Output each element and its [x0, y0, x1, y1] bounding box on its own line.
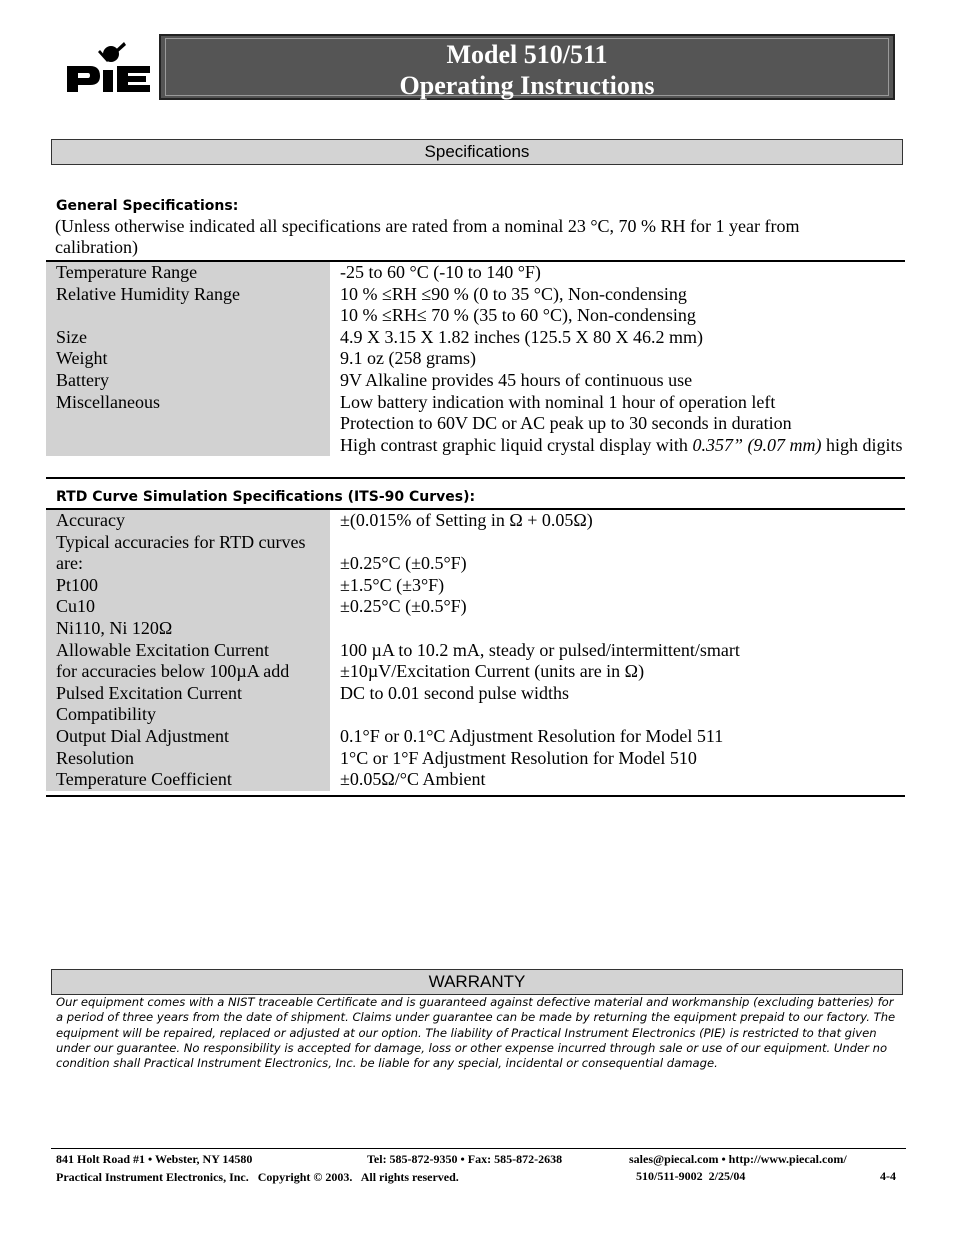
footer-company: Practical Instrument Electronics, Inc. Copyright © 2003. All rights reserved. [56, 1170, 459, 1184]
table-row: Relative Humidity Range 10 % ≤RH ≤90 % (0 to 35 °C), Non-condensing [46, 284, 905, 306]
title-line-2: Operating Instructions [399, 71, 655, 100]
table-row: Size 4.9 X 3.15 X 1.82 inches (125.5 X 80 X 46.2 mm) [46, 327, 905, 349]
pie-logo [64, 42, 154, 94]
table-row: Battery 9V Alkaline provides 45 hours of continuous use [46, 370, 905, 392]
rtd-table-bottom-rule [46, 795, 905, 797]
logo-letter-i [103, 70, 113, 92]
table-row: for accuracies below 100µA add ±10µV/Excitation Current (units are in Ω) [46, 661, 905, 683]
footer-address: 841 Holt Road #1 • Webster, NY 14580 [56, 1152, 253, 1166]
footer-doc-id: 510/511-9002 2/25/04 [636, 1169, 746, 1183]
general-specifications-note: (Unless otherwise indicated all specifications are rated from a nominal 23 °C, 70 % RH for 1 year from calibration) [55, 216, 800, 257]
table-row: Protection to 60V DC or AC peak up to 30 seconds in duration [46, 413, 905, 435]
rtd-specifications-table [46, 510, 905, 791]
specifications-section-bar: Specifications [51, 139, 903, 165]
table-row: Output Dial Adjustment 0.1°F or 0.1°C Adjustment Resolution for Model 511 [46, 726, 905, 748]
rtd-specifications-heading: RTD Curve Simulation Specifications (ITS-90 Curves): [56, 489, 476, 505]
general-specifications-table [46, 262, 905, 456]
general-specifications-heading: General Specifications: [56, 198, 239, 214]
table-row [46, 435, 905, 457]
warranty-section-bar: WARRANTY [51, 969, 903, 995]
footer-contact: sales@piecal.com • http://www.piecal.com/ [629, 1152, 847, 1166]
table-row: Resolution 1°C or 1°F Adjustment Resolution for Model 510 [46, 748, 905, 770]
table-row: Pt100 ±1.5°C (±3°F) [46, 575, 905, 597]
general-table-bottom-rule [46, 477, 905, 479]
logo-letter-e [117, 66, 150, 92]
footer-phone: Tel: 585-872-9350 • Fax: 585-872-2638 [367, 1152, 563, 1166]
table-row: Temperature Range -25 to 60 °C (-10 to 140 °F) [46, 262, 905, 284]
table-row: Cu10 ±0.25°C (±0.5°F) [46, 596, 905, 618]
table-row: Miscellaneous Low battery indication with nominal 1 hour of operation left [46, 392, 905, 414]
table-row: Pulsed Excitation Current Compatibility DC to 0.01 second pulse widths [46, 683, 905, 726]
display-spec-value: High contrast graphic liquid crystal display with 0.357” (9.07 mm) high digits [340, 434, 903, 455]
table-row: Allowable Excitation Current 100 µA to 10.2 mA, steady or pulsed/intermittent/smart [46, 640, 905, 662]
table-row: Typical accuracies for RTD curves are: ±0.25°C (±0.5°F) [46, 532, 905, 575]
title-line-1: Model 510/511 [446, 40, 608, 69]
footer-rule [51, 1148, 906, 1149]
table-row: Accuracy ±(0.015% of Setting in Ω + 0.05Ω) [46, 510, 905, 532]
document-title-box [159, 34, 895, 100]
table-row: 10 % ≤RH≤ 70 % (35 to 60 °C), Non-condensing [46, 305, 905, 327]
table-row: Weight 9.1 oz (258 grams) [46, 348, 905, 370]
footer-page-number: 4-4 [880, 1169, 896, 1183]
logo-letter-p [67, 66, 100, 92]
table-row: Temperature Coefficient ±0.05Ω/°C Ambient [46, 769, 905, 791]
table-row: Ni110, Ni 120Ω [46, 618, 905, 640]
warranty-text: Our equipment comes with a NIST traceable Certificate and is guaranteed against defective material and workmanship (excluding batteries) for a period of three years from the date of shipment. Claims under guarantee can be made by returning the equipment prepaid to our factory. The equipment will be repaired, replaced or adjusted at our option. The liability of Practical Instrument Electronics (PIE) is restricted to that given under our guarantee. No responsibility is accepted for damage, loss or other expense incurred through sale or use of our equipment. Under no condition shall Practical Instrument Electronics, Inc. be liable for any special, incidental or consequential damage. [56, 995, 896, 1071]
